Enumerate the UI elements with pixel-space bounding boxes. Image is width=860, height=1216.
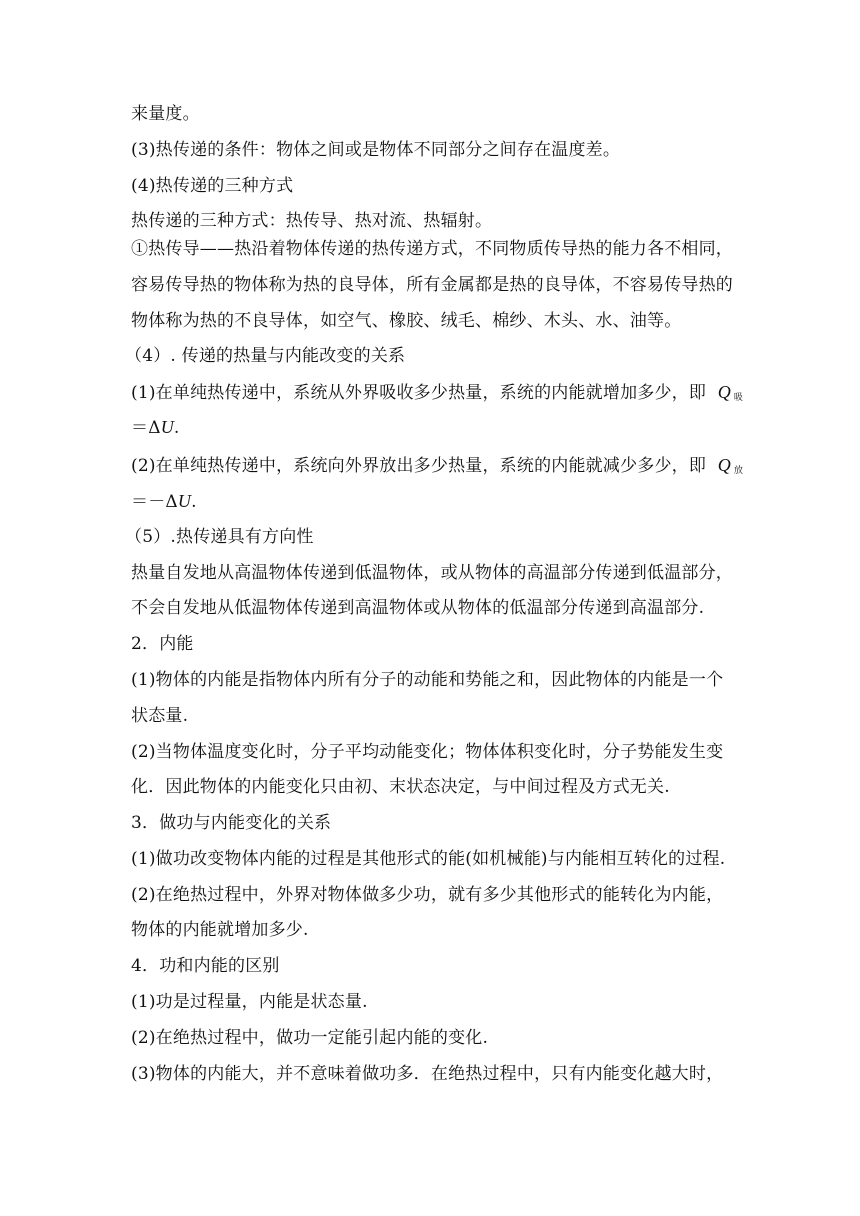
- text-line: 状态量.: [131, 706, 189, 726]
- text-segment: ＝Δ: [131, 418, 161, 438]
- text-segment: (2)在单纯热传递中，系统向外界放出多少热量，系统的内能就减少多少，即: [131, 456, 707, 476]
- symbol-u: U: [177, 491, 192, 511]
- text-segment: ＝－Δ: [131, 492, 178, 512]
- text-line: (2)当物体温度变化时，分子平均动能变化；物体体积变化时，分子势能发生变: [131, 742, 724, 762]
- section-heading: （4）. 传递的热量与内能改变的关系: [125, 346, 406, 366]
- text-line: 来量度。: [131, 104, 200, 124]
- text-line: (3)热传递的条件：物体之间或是物体不同部分之间存在温度差。: [131, 140, 621, 160]
- symbol-q: Q: [717, 455, 731, 475]
- text-line: (4)热传递的三种方式: [131, 176, 294, 196]
- text-line: (2)在绝热过程中，做功一定能引起内能的变化.: [131, 1028, 489, 1048]
- text-segment: (1)在单纯热传递中，系统从外界吸收多少热量，系统的内能就增加多少，即: [131, 383, 707, 403]
- subscript-absorb: 吸: [733, 393, 744, 403]
- text-line: (1)功是过程量，内能是状态量.: [131, 992, 368, 1012]
- text-line: (1)物体的内能是指物体内所有分子的动能和势能之和，因此物体的内能是一个: [131, 670, 724, 690]
- symbol-q: Q: [717, 382, 731, 402]
- text-line: 物体的内能就增加多少.: [131, 920, 309, 940]
- text-line: 容易传导热的物体称为热的良导体，所有金属都是热的良导体，不容易传导热的: [131, 275, 733, 295]
- section-heading: 2．内能: [131, 634, 194, 654]
- text-line: 热量自发地从高温物体传递到低温物体，或从物体的高温部分传递到低温部分，: [131, 563, 733, 583]
- section-heading: 4．功和内能的区别: [131, 956, 280, 976]
- text-line: 化．因此物体的内能变化只由初、末状态决定，与中间过程及方式无关.: [131, 777, 670, 797]
- subscript-release: 放: [733, 466, 744, 476]
- text-line: (1)做功改变物体内能的过程是其他形式的能(如机械能)与内能相互转化的过程.: [131, 849, 726, 869]
- text-line: (3)物体的内能大，并不意味着做功多．在绝热过程中，只有内能变化越大时，: [131, 1064, 724, 1084]
- text-line-with-formula: [131, 453, 744, 483]
- section-heading: （5）.热传递具有方向性: [125, 527, 314, 547]
- text-line: 物体称为热的不良导体，如空气、橡胶、绒毛、棉纱、木头、水、油等。: [131, 311, 682, 331]
- formula-line: [131, 415, 741, 440]
- formula-line: [131, 489, 741, 514]
- text-line: 不会自发地从低温物体传递到高温物体或从物体的低温部分传递到高温部分.: [131, 598, 705, 618]
- period: .: [173, 418, 180, 438]
- period: .: [191, 492, 197, 512]
- text-line: ①热传导——热沿着物体传递的热传递方式，不同物质传导热的能力各不相同，: [131, 239, 733, 259]
- text-line: 热传递的三种方式：热传导、热对流、热辐射。: [131, 211, 493, 231]
- symbol-u: U: [160, 417, 174, 437]
- text-line-with-formula: [131, 380, 744, 410]
- text-line: (2)在绝热过程中，外界对物体做多少功，就有多少其他形式的能转化为内能，: [131, 885, 724, 905]
- section-heading: 3．做功与内能变化的关系: [131, 813, 332, 833]
